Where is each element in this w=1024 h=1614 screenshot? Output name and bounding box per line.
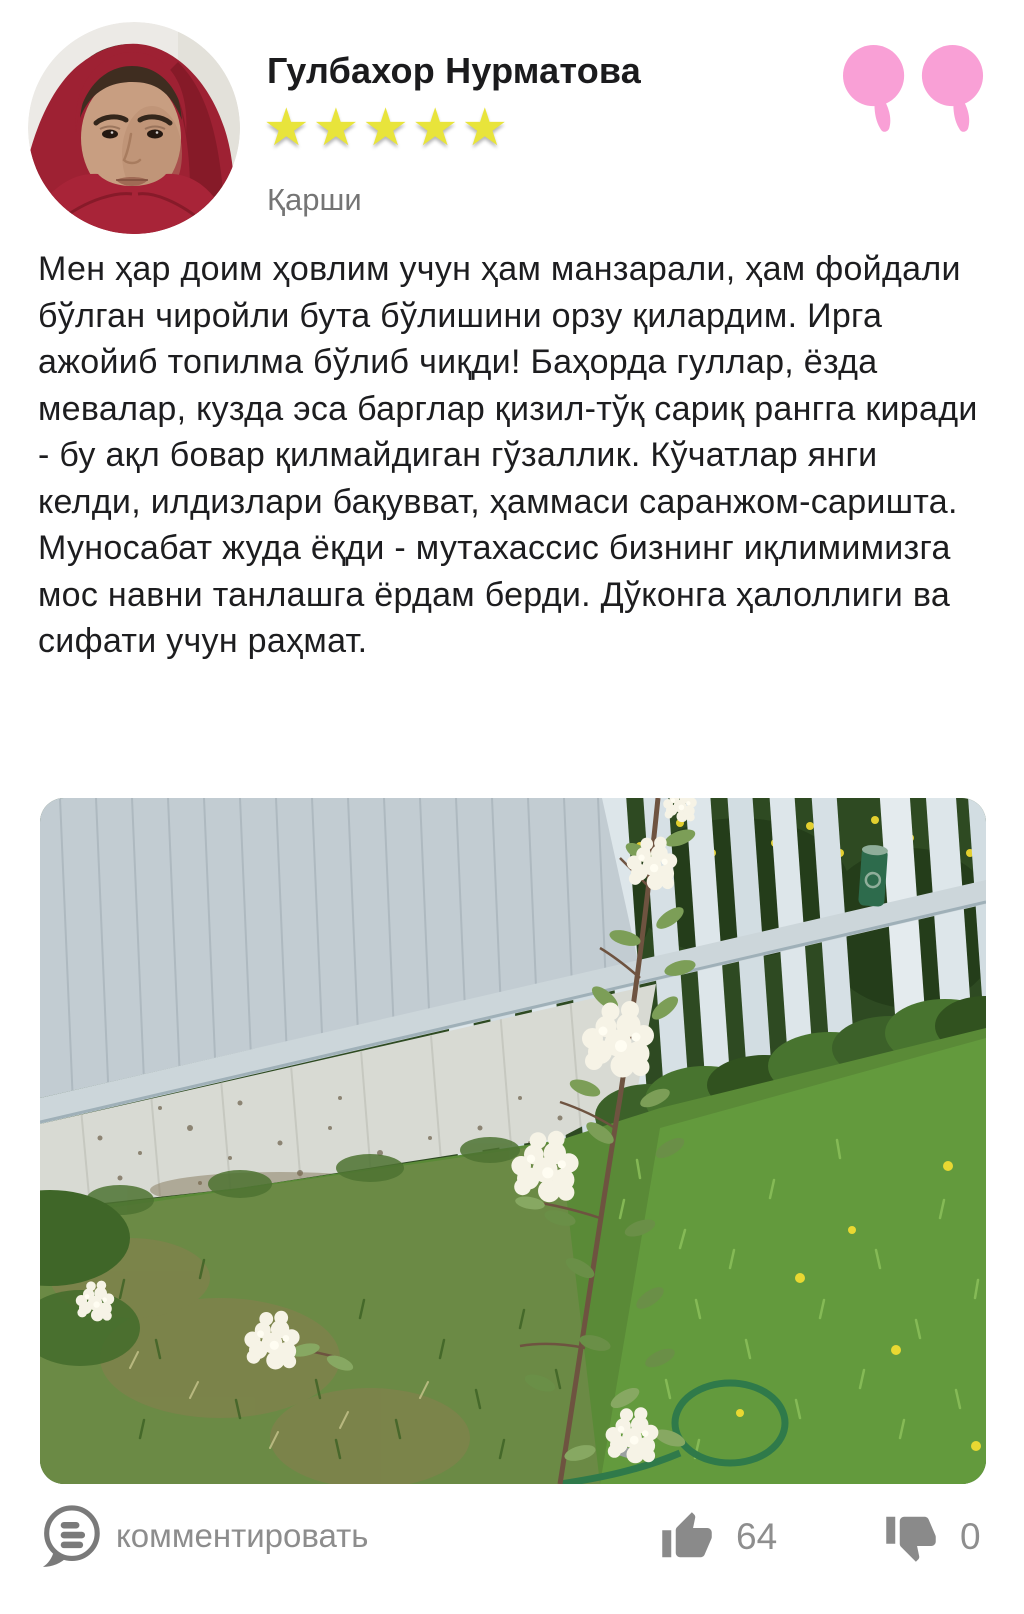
- review-photo[interactable]: [40, 798, 986, 1484]
- avatar: [28, 22, 240, 234]
- dislike-count: 0: [960, 1516, 981, 1557]
- thumb-down-icon: [884, 1510, 938, 1564]
- dislike-button[interactable]: [884, 1510, 981, 1564]
- review-text: Мен ҳар доим ҳовлим учун ҳам манзарали, ҳам фойдали бўлган чиройли бута бўлишини орзу қилардим. Ирга ажойиб топилма бўлиб чиқди! Баҳорда гуллар, ёзда мевалар, кузда эса барглар қизил-тўқ сариқ рангга киради - бу ақл бовар қилмайдиган гўзаллик. Кўчатлар янги келди, илдизлари бақувват, ҳаммаси саранжом-саришта. Муносабат жуда ёқди - мутахассис бизнинг иқлимимизга мос навни танлашга ёрдам берди. Дўконга ҳалоллиги ва сифати учун раҳмат.: [38, 250, 978, 660]
- avatar-portrait-image: [28, 22, 240, 234]
- comment-bubble-icon: [42, 1504, 100, 1568]
- reviewer-name: Гулбахор Нурматова: [267, 50, 642, 91]
- star-rating: ★★★★★: [263, 99, 512, 157]
- comment-label: комментировать: [116, 1517, 369, 1554]
- garden-photo-image: [40, 798, 986, 1484]
- quote-icon: [843, 45, 987, 138]
- like-count: 64: [736, 1516, 778, 1557]
- thumb-up-icon: [660, 1510, 714, 1564]
- like-button[interactable]: [660, 1510, 777, 1564]
- comment-button[interactable]: [42, 1504, 368, 1568]
- footer-actions: [0, 1496, 1024, 1586]
- reviewer-location: Қарши: [267, 182, 362, 217]
